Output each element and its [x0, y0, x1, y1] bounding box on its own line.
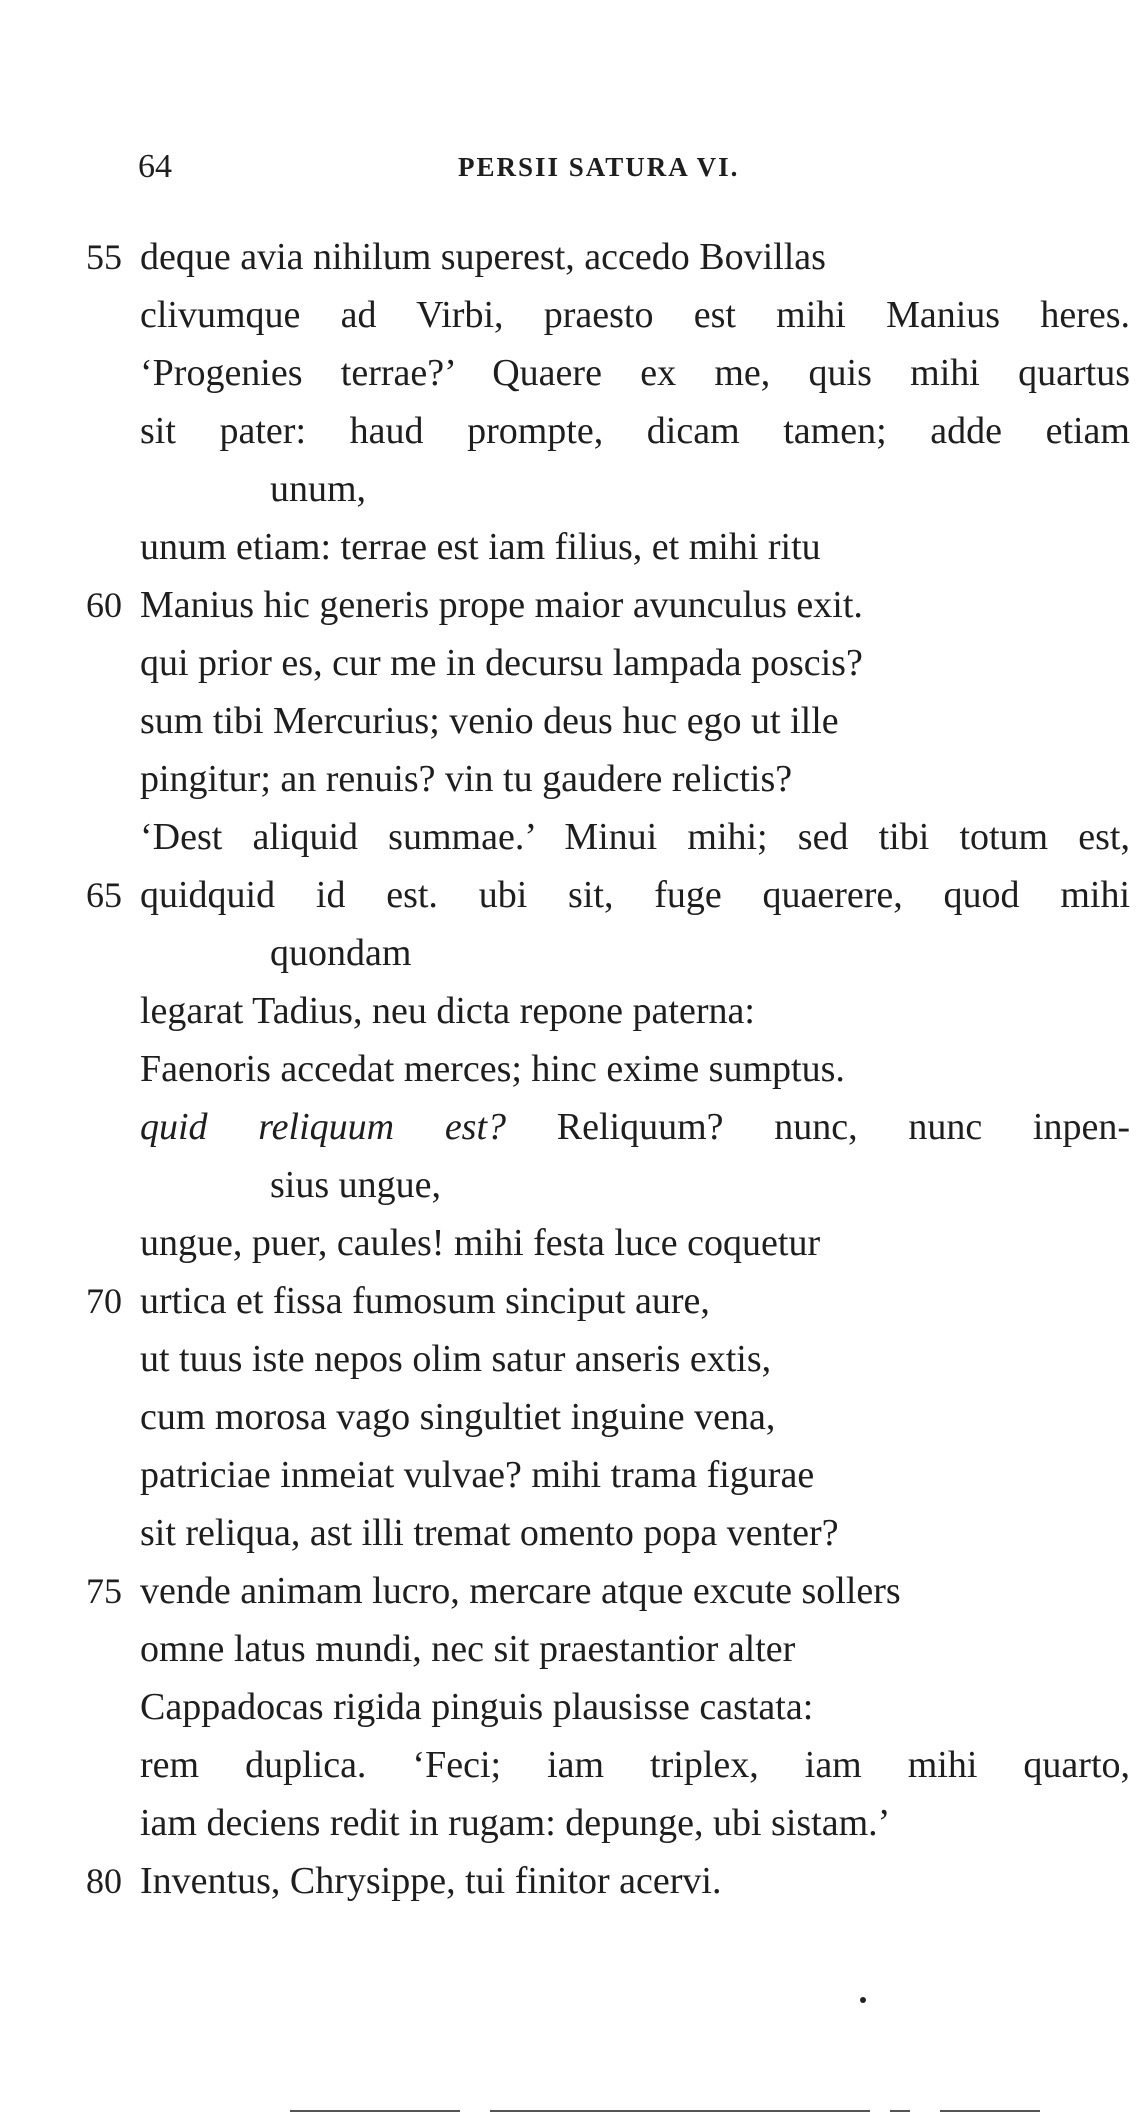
- verse-text: sum tibi Mercurius; venio deus huc ego ut ille: [140, 700, 839, 742]
- footer-rule: [490, 2110, 870, 2112]
- page-header: [138, 148, 1018, 198]
- verse-line: [0, 692, 1147, 750]
- ink-speck: [860, 1997, 866, 2003]
- verse-line: [0, 228, 1147, 286]
- verse-text: iam deciens redit in rugam: depunge, ubi sistam.’: [140, 1802, 891, 1844]
- verse-text: cum morosa vago singultiet inguine vena,: [140, 1396, 776, 1438]
- running-head: PERSII SATURA VI.: [458, 152, 740, 182]
- verse-text: sit reliqua, ast illi tremat omento popa venter?: [140, 1512, 839, 1554]
- verse-text: clivumque ad Virbi, praesto est mihi Manius heres.: [140, 294, 1130, 336]
- verse-text: Inventus, Chrysippe, tui finitor acervi.: [140, 1860, 722, 1902]
- verse-text: Faenoris accedat merces; hinc exime sumptus.: [140, 1048, 845, 1090]
- line-number: 70: [86, 1281, 122, 1321]
- verse-line: [0, 634, 1147, 692]
- verse-text: [140, 1098, 1130, 1156]
- verse-text: unum,: [270, 468, 367, 510]
- verse-text: sit pater: haud prompte, dicam tamen; adde etiam: [140, 410, 1130, 452]
- verse-text-roman: Reliquum? nunc, nunc inpen-: [506, 1106, 1130, 1148]
- verse-line: [0, 1852, 1147, 1910]
- verse-text: deque avia nihilum superest, accedo Bovillas: [140, 236, 826, 278]
- verse-line: [0, 518, 1147, 576]
- verse-text: Manius hic generis prope maior avunculus exit.: [140, 584, 863, 626]
- verse-line: [0, 1736, 1147, 1794]
- verse-line: [0, 1098, 1147, 1156]
- page-number: 64: [138, 148, 172, 185]
- verse-line: [0, 808, 1147, 866]
- verse-line: [0, 1562, 1147, 1620]
- verse-line: [0, 982, 1147, 1040]
- verse-line: [0, 576, 1147, 634]
- verse-line: [0, 924, 1147, 982]
- verse-text: quidquid id est. ubi sit, fuge quaerere, quod mihi: [140, 874, 1130, 916]
- verse-text: sius ungue,: [270, 1164, 441, 1206]
- verse-line: [0, 1330, 1147, 1388]
- line-number: 55: [86, 237, 122, 277]
- footer-rule: [290, 2110, 460, 2112]
- verse-text: vende animam lucro, mercare atque excute sollers: [140, 1570, 901, 1612]
- verse-text: rem duplica. ‘Feci; iam triplex, iam mihi quarto,: [140, 1744, 1130, 1786]
- verse-text: quondam: [270, 932, 412, 974]
- verse-line: [0, 1272, 1147, 1330]
- verse-line: [0, 1214, 1147, 1272]
- verse-text: omne latus mundi, nec sit praestantior alter: [140, 1628, 796, 1670]
- verse-text: ut tuus iste nepos olim satur anseris extis,: [140, 1338, 772, 1380]
- verse-text: legarat Tadius, neu dicta repone paterna:: [140, 990, 755, 1032]
- verse-line: [0, 1678, 1147, 1736]
- verse-text-italic: quid reliquum est?: [140, 1106, 507, 1148]
- verse-text: pingitur; an renuis? vin tu gaudere relictis?: [140, 758, 793, 800]
- verse-text: ‘Dest aliquid summae.’ Minui mihi; sed tibi totum est,: [140, 816, 1130, 858]
- verse-line: [0, 750, 1147, 808]
- verse-text: patriciae inmeiat vulvae? mihi trama figurae: [140, 1454, 815, 1496]
- footer-rule: [940, 2110, 1040, 2112]
- verse-text: Cappadocas rigida pinguis plausisse castata:: [140, 1686, 814, 1728]
- verse-line: [0, 460, 1147, 518]
- verse-line: [0, 1040, 1147, 1098]
- verse-text: ‘Progenies terrae?’ Quaere ex me, quis mihi quartus: [140, 352, 1130, 394]
- verse-text: unum etiam: terrae est iam filius, et mihi ritu: [140, 526, 821, 568]
- verse-text: ungue, puer, caules! mihi festa luce coquetur: [140, 1222, 821, 1264]
- verse-line: [0, 1620, 1147, 1678]
- footer-rule: [890, 2110, 910, 2112]
- verse-line: [0, 1156, 1147, 1214]
- line-number: 65: [86, 875, 122, 915]
- verse-line: [0, 402, 1147, 460]
- line-number: 75: [86, 1571, 122, 1611]
- line-number: 60: [86, 585, 122, 625]
- verse-line: [0, 1504, 1147, 1562]
- footer-rules: [290, 2110, 1147, 2114]
- verse-line: [0, 1388, 1147, 1446]
- verse-line: [0, 344, 1147, 402]
- verse-text: urtica et fissa fumosum sinciput aure,: [140, 1280, 710, 1322]
- verse-line: [0, 1446, 1147, 1504]
- verse-line: [0, 286, 1147, 344]
- line-number: 80: [86, 1861, 122, 1901]
- verse-text: qui prior es, cur me in decursu lampada poscis?: [140, 642, 863, 684]
- verse-line: [0, 1794, 1147, 1852]
- verse-body: [0, 228, 1147, 1910]
- verse-line: [0, 866, 1147, 924]
